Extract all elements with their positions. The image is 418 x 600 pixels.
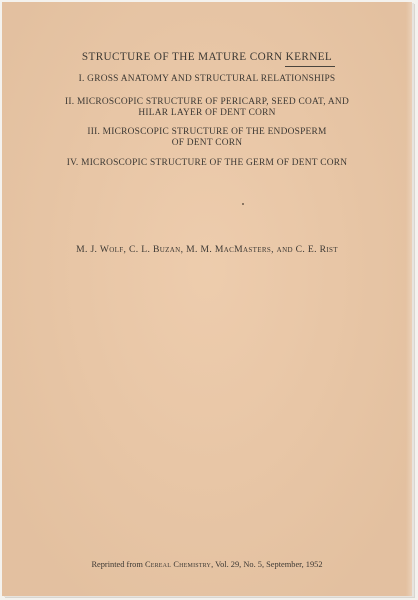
part-2-title-line-2: HILAR LAYER OF DENT CORN bbox=[138, 108, 276, 118]
part-3-title-line-2: OF DENT CORN bbox=[171, 138, 243, 148]
part-2-title-line-1: II. MICROSCOPIC STRUCTURE OF PERICARP, SEED COAT, AND bbox=[65, 97, 349, 107]
reprint-notice bbox=[2, 560, 412, 569]
pamphlet-cover bbox=[2, 2, 412, 596]
cover-edge-highlight bbox=[406, 2, 412, 596]
reprint-prefix: Reprinted from bbox=[91, 560, 143, 569]
authors: M. J. Wolf, C. L. Buzan, M. M. MacMasters, and C. E. Rist bbox=[76, 244, 338, 255]
part-1-title: I. GROSS ANATOMY AND STRUCTURAL RELATIONSHIPS bbox=[78, 74, 336, 84]
part-3-title-line-1: III. MICROSCOPIC STRUCTURE OF THE ENDOSPERM bbox=[87, 127, 327, 137]
reprint-citation: , Vol. 29, No. 5, September, 1952 bbox=[211, 560, 323, 569]
journal-name: Cereal Chemistry bbox=[144, 560, 212, 569]
title-underline bbox=[285, 66, 335, 67]
part-4-title: IV. MICROSCOPIC STRUCTURE OF THE GERM OF DENT CORN bbox=[66, 158, 348, 168]
paper-speck bbox=[242, 203, 244, 205]
document-title: STRUCTURE OF THE MATURE CORN KERNEL bbox=[81, 51, 333, 63]
